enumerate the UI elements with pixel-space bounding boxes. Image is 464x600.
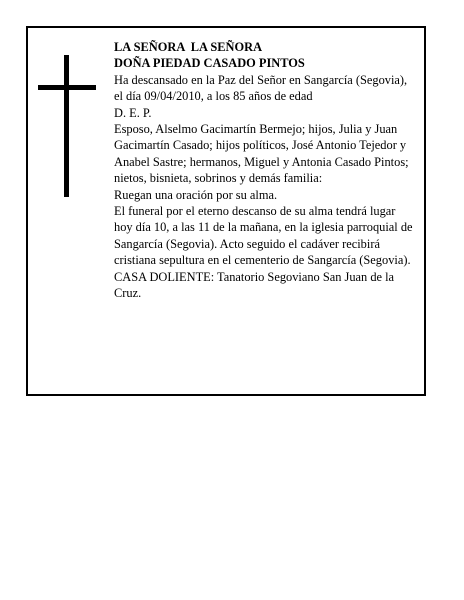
cross-vertical-bar — [64, 55, 69, 197]
mourning-house: CASA DOLIENTE: Tanatorio Segoviano San Juan de la Cruz. — [114, 269, 395, 301]
notice-heading-name: DOÑA PIEDAD CASADO PINTOS — [114, 56, 305, 71]
rip-line: D. E. P. — [114, 105, 152, 120]
obituary-text — [114, 39, 414, 302]
latin-cross-icon — [38, 55, 96, 197]
family-list: Esposo, Alselmo Gacimartín Bermejo; hijos, Julia y Juan Gacimartín Casado; hijos políticos, José Antonio Tejedor y Anabel Sastre; hermanos, Miguel y Antonia Casado Pintos; nietos, bisnieta, sobrinos y demás familia: — [114, 122, 409, 186]
notice-heading-line-1: LA SEÑORA LA SEÑORA — [114, 40, 263, 54]
funeral-details: El funeral por el eterno descanso de su alma tendrá lugar hoy día 10, a las 11 de la mañana, en la iglesia parroquial de Sangarcía (Segovia). Acto seguido el cadáver recibirá cristiana sepultura en el cementerio de Sangarcía (Segovia). — [114, 204, 413, 268]
death-announcement: Ha descansado en la Paz del Señor en Sangarcía (Segovia), el día 09/04/2010, a los 85 años de edad — [114, 72, 408, 104]
cross-horizontal-bar — [38, 85, 96, 90]
prayer-request: Ruegan una oración por su alma. — [114, 187, 278, 202]
